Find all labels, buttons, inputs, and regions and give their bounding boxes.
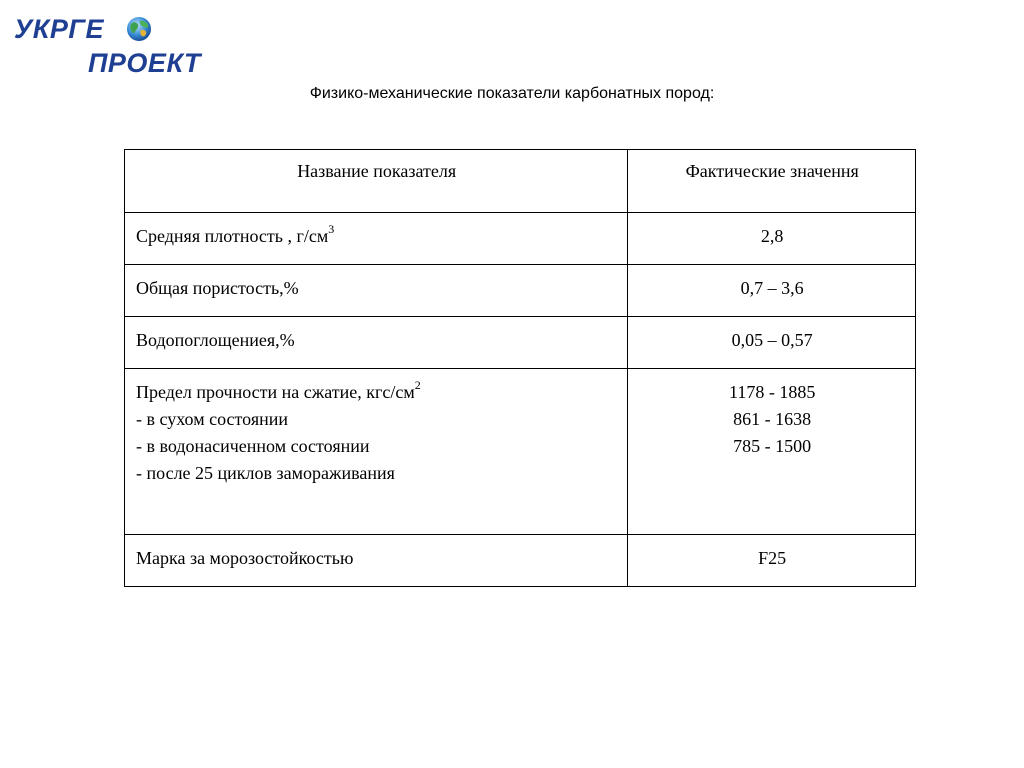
logo-text-line1: УКРГЕ — [14, 14, 104, 44]
row-name-cell: Марка за морозостойкостью — [125, 535, 628, 587]
row-value-cell: 2,8 — [628, 213, 916, 265]
table-row — [125, 265, 916, 317]
sub-item: - в водонасиченном состоянии — [136, 436, 370, 456]
row-value-cell: F25 — [628, 535, 916, 587]
table-header-row — [125, 150, 916, 213]
row-name-cell: Предел прочности на сжатие, кгс/$см^2$ - в сухом состоянии - в водонасиченном состоянии - после 25 циклов замораживания — [125, 369, 628, 535]
globe-icon — [125, 15, 153, 43]
header-actual-values: Фактические значення — [628, 150, 916, 213]
table-row — [125, 213, 916, 265]
row-name-cell: Средняя плотность , $г/см^3$ — [125, 213, 628, 265]
company-logo — [12, 8, 242, 78]
sub-value: 1178 - 1885 — [729, 382, 816, 402]
sub-item: - после 25 циклов замораживания — [136, 463, 395, 483]
page-title-text: Физико-механические показатели карбонатных пород: — [309, 85, 715, 102]
page-title — [0, 85, 1024, 103]
table-row — [125, 369, 916, 535]
row-value-cell: 0,7 – 3,6 — [628, 265, 916, 317]
table-row — [125, 535, 916, 587]
properties-table — [124, 149, 916, 587]
logo-text-line2: ПРОЕКТ — [88, 48, 201, 78]
row-value-cell: 0,05 – 0,57 — [628, 317, 916, 369]
header-indicator-name: Название показателя — [125, 150, 628, 213]
sub-value: 861 - 1638 — [733, 409, 812, 429]
table-row — [125, 317, 916, 369]
sub-item: - в сухом состоянии — [136, 409, 288, 429]
row-name-cell: Водопоглощениея,% — [125, 317, 628, 369]
sub-value: 785 - 1500 — [733, 436, 812, 456]
row-value-cell — [628, 369, 916, 535]
row-name-cell: Общая пористость,% — [125, 265, 628, 317]
